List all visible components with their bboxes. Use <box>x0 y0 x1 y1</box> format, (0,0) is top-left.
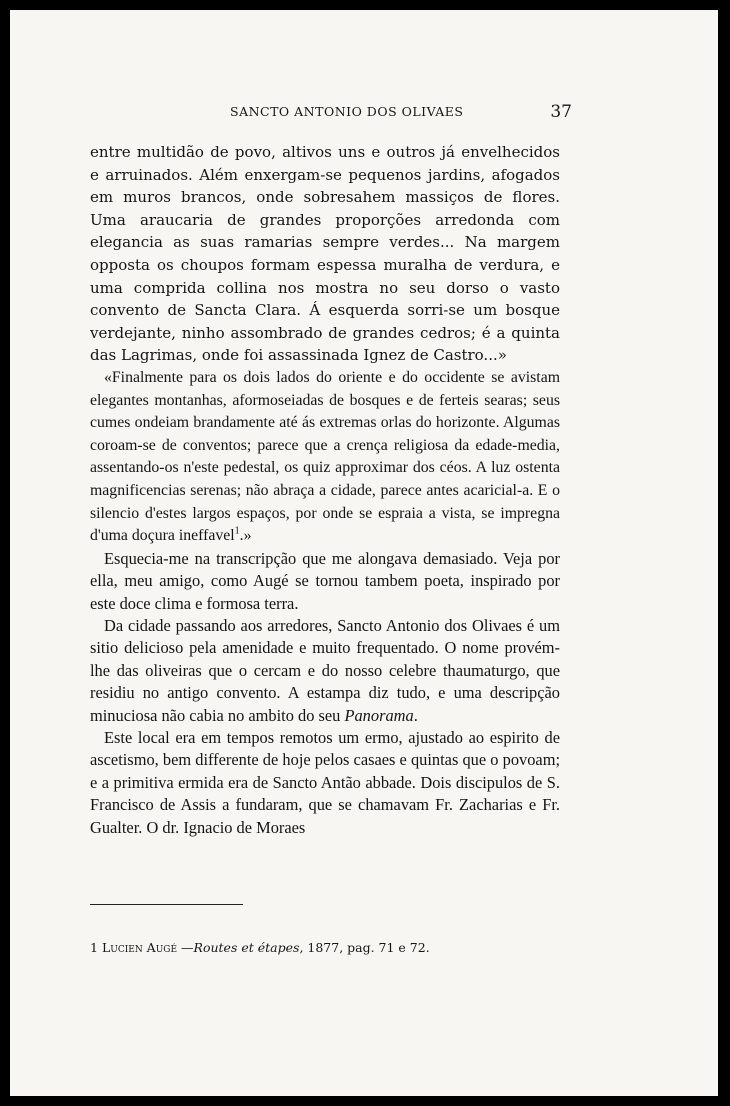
running-header <box>90 102 580 132</box>
paragraph-4-end: . <box>413 705 418 725</box>
footnote-number: 1 <box>90 940 98 955</box>
paragraph-2-text: «Finalmente para os dois lados do oriente e do occidente se avistam elegantes montanhas, aformoseiadas de bosques e de ferteis searas; seus cumes ondeiam brandamente até ás extremas orlas do horizonte. Algumas coroam-se de conventos; parece que a crença religiosa da edade-media, assentando-os n'este pedestal, os quiz approximar dos céos. A luz ostenta magnificencias serenas; não abraça a cidade, parece antes acaricial-a. E o silencio d'estes largos espaços, por onde se espraia a vista, se impregna d'uma doçura ineffavel <box>90 368 560 545</box>
footnote-dash: — <box>177 940 194 955</box>
footnote-citation: , 1877, pag. 71 e 72. <box>299 940 430 955</box>
book-page <box>10 10 718 1096</box>
running-title: SANCTO ANTONIO DOS OLIVAES <box>230 104 464 119</box>
panorama-title: Panorama <box>344 705 414 725</box>
footnote-divider <box>90 904 243 905</box>
footnote-work-title: Routes et étapes <box>193 940 300 955</box>
paragraph-1: entre multidão de povo, altivos uns e outros já envelhecidos e arruinados. Além enxergam-se pequenos jardins, afogados em muros brancos, onde sobresahem massiços de flores. Uma araucaria de grandes proporções arredonda com elegancia as suas ramarias sempre verdes... Na margem opposta os choupos formam espessa muralha de verdura, e uma comprida collina nos mostra no seu dorso o vasto convento de Sancta Clara. Á esquerda sorri-se um bosque verdejante, ninho assombrado de grandes cedros; é a quinta das Lagrimas, onde foi assassinada Ignez de Castro...» <box>90 143 560 365</box>
footnote-author: Lucien Augé <box>101 940 178 955</box>
footnote <box>90 940 560 955</box>
paragraph-2 <box>90 367 560 548</box>
page-number: 37 <box>550 102 572 122</box>
paragraph-4 <box>90 615 560 727</box>
body-text <box>90 141 560 839</box>
paragraph-5: Este local era em tempos remotos um ermo, ajustado ao espirito de ascetismo, bem differente de hoje pelos casaes e quintas que o povoam; e a primitiva ermida era de Sancto Antão abbade. Dois discipulos de S. Francisco de Assis a fundaram, que se chamavam Fr. Zacharias e Fr. Gualter. O dr. Ignacio de Moraes <box>90 727 560 837</box>
paragraph-3: Esquecia-me na transcripção que me alongava demasiado. Veja por ella, meu amigo, como Augé se tornou tambem poeta, inspirado por este doce clima e formosa terra. <box>90 548 560 613</box>
paragraph-2-end: .» <box>239 527 252 545</box>
footnote-reference: 1 <box>234 525 240 537</box>
paragraph-4-text: Da cidade passando aos arredores, Sancto Antonio dos Olivaes é um sitio delicioso pela amenidade e muito frequentado. O nome provém-lhe das oliveiras que o cercam e do nosso celebre thaumaturgo, que residiu no antigo convento. A estampa diz tudo, e uma descripção minuciosa não cabia no ambito do seu <box>90 615 560 725</box>
